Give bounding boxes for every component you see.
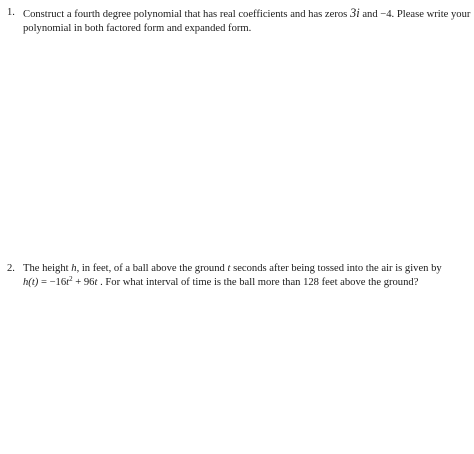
math-zero-3i: 3i: [349, 6, 360, 20]
problem-text-segment: For what interval of time is the ball more than 128 feet above the ground?: [105, 277, 419, 288]
problem-line-2: [23, 276, 469, 290]
problem-line-1: [23, 262, 469, 276]
problem-text-segment: , in feet, of a ball above the ground: [76, 263, 225, 274]
math-formula-part: + 96: [72, 277, 95, 288]
problem-text-segment: The height: [23, 263, 69, 274]
problem-text-segment: and: [362, 9, 378, 20]
problem-text-segment: Construct a fourth degree polynomial that has real coefficients and has zeros: [23, 9, 348, 20]
problem-1: [7, 6, 469, 36]
problem-number: 2.: [7, 263, 15, 274]
problem-text-segment: seconds after being tossed into the air is given by: [233, 263, 442, 274]
math-formula-part: = −16: [38, 277, 67, 288]
math-formula-lhs: h(t): [23, 277, 39, 288]
math-exponent: 2: [69, 275, 73, 283]
problem-text: [23, 262, 469, 290]
problem-line-1: [23, 6, 469, 22]
problem-line-2: polynomial in both factored form and expanded form.: [23, 23, 252, 34]
problem-text: [23, 6, 469, 36]
math-formula-end: .: [100, 277, 103, 288]
math-var-h: h: [71, 263, 77, 274]
math-zero-neg4: −4.: [380, 9, 395, 20]
math-formula-var: t: [66, 277, 70, 288]
math-var-t: t: [227, 263, 231, 274]
math-formula-var: t: [94, 277, 98, 288]
problem-2: [7, 262, 469, 290]
problem-number: 1.: [7, 7, 15, 18]
problem-text-segment: Please write your: [396, 9, 471, 20]
